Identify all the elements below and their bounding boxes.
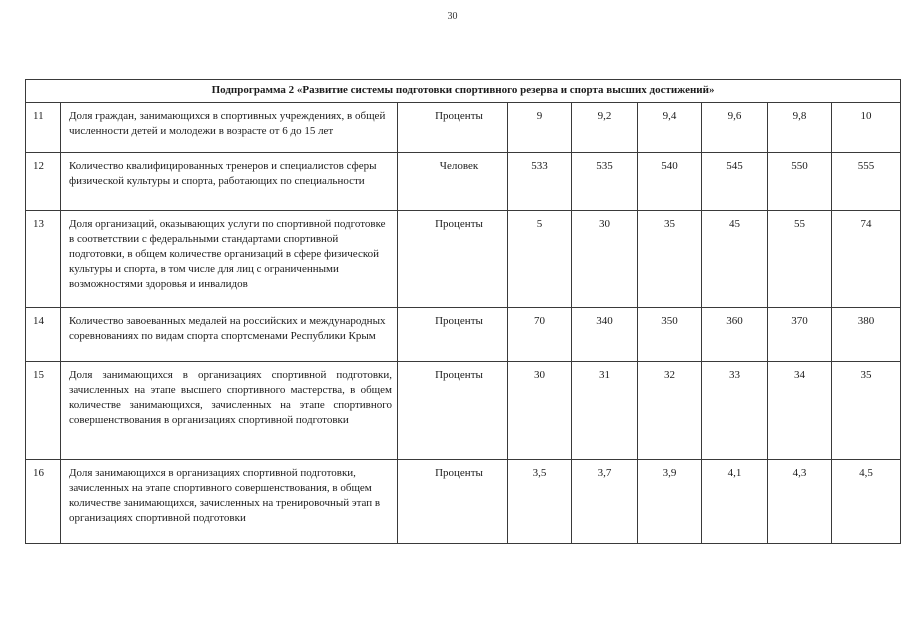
table-row <box>26 362 901 460</box>
indicators-body <box>26 103 901 544</box>
unit-of-measure: Проценты <box>398 103 508 153</box>
indicator-value: 32 <box>638 362 702 460</box>
indicator-description: Доля организаций, оказывающих услуги по спортивной подготовке в соответствии с федеральными стандартами спортивной подготовки, в общем количестве организаций в сфере физической культуры и спорта, в том числе для лиц с ограниченными возможностями здоровья и инвалидов <box>61 211 398 308</box>
indicator-value: 45 <box>702 211 768 308</box>
indicator-value: 535 <box>572 153 638 211</box>
indicator-value: 9,6 <box>702 103 768 153</box>
indicator-value: 550 <box>768 153 832 211</box>
indicator-value: 30 <box>572 211 638 308</box>
table-row <box>26 103 901 153</box>
indicator-value: 360 <box>702 308 768 362</box>
indicator-description: Количество квалифицированных тренеров и специалистов сферы физической культуры и спорта, работающих по специальности <box>61 153 398 211</box>
indicators-table <box>25 79 901 544</box>
indicator-value: 4,3 <box>768 460 832 544</box>
indicator-value: 31 <box>572 362 638 460</box>
indicator-description: Количество завоеванных медалей на российских и международных соревнованиях по видам спорта спортсменами Республики Крым <box>61 308 398 362</box>
indicator-value: 4,1 <box>702 460 768 544</box>
unit-of-measure: Человек <box>398 153 508 211</box>
indicator-value: 555 <box>832 153 901 211</box>
indicator-value: 10 <box>832 103 901 153</box>
unit-of-measure: Проценты <box>398 211 508 308</box>
indicator-value: 35 <box>638 211 702 308</box>
indicator-value: 340 <box>572 308 638 362</box>
indicator-value: 540 <box>638 153 702 211</box>
indicator-description: Доля занимающихся в организациях спортивной подготовки, зачисленных на этапе спортивного совершенствования, в общем количестве занимающихся, зачисленных на тренировочный этап в организациях спортивной подготовки <box>61 460 398 544</box>
row-number: 11 <box>26 103 61 153</box>
indicator-value: 9,4 <box>638 103 702 153</box>
indicator-value: 3,5 <box>508 460 572 544</box>
indicator-value: 9,8 <box>768 103 832 153</box>
indicator-value: 533 <box>508 153 572 211</box>
row-number: 16 <box>26 460 61 544</box>
indicator-description: Доля граждан, занимающихся в спортивных учреждениях, в общей численности детей и молодежи в возрасте от 6 до 15 лет <box>61 103 398 153</box>
unit-of-measure: Проценты <box>398 308 508 362</box>
indicator-value: 70 <box>508 308 572 362</box>
row-number: 13 <box>26 211 61 308</box>
indicator-value: 30 <box>508 362 572 460</box>
table-row <box>26 153 901 211</box>
indicator-value: 34 <box>768 362 832 460</box>
indicator-value: 9 <box>508 103 572 153</box>
row-number: 15 <box>26 362 61 460</box>
indicator-value: 33 <box>702 362 768 460</box>
indicator-value: 9,2 <box>572 103 638 153</box>
indicator-value: 3,9 <box>638 460 702 544</box>
indicator-value: 74 <box>832 211 901 308</box>
table-row <box>26 211 901 308</box>
unit-of-measure: Проценты <box>398 460 508 544</box>
page-number: 30 <box>447 11 458 22</box>
subprogram-title: Подпрограмма 2 «Развитие системы подготовки спортивного резерва и спорта высших достижений» <box>26 80 901 103</box>
indicator-value: 4,5 <box>832 460 901 544</box>
indicator-value: 3,7 <box>572 460 638 544</box>
indicator-value: 5 <box>508 211 572 308</box>
indicator-value: 55 <box>768 211 832 308</box>
subprogram-header-row <box>26 80 901 103</box>
table-row <box>26 460 901 544</box>
unit-of-measure: Проценты <box>398 362 508 460</box>
indicator-description: Доля занимающихся в организациях спортивной подготовки, зачисленных на этапе высшего спортивного мастерства, в общем количестве занимающихся, зачисленных на этапе спортивного совершенствования в организациях спортивной подготовки <box>61 362 398 460</box>
indicator-value: 545 <box>702 153 768 211</box>
indicator-value: 370 <box>768 308 832 362</box>
indicator-value: 350 <box>638 308 702 362</box>
table-row <box>26 308 901 362</box>
indicator-value: 35 <box>832 362 901 460</box>
indicator-value: 380 <box>832 308 901 362</box>
row-number: 14 <box>26 308 61 362</box>
row-number: 12 <box>26 153 61 211</box>
